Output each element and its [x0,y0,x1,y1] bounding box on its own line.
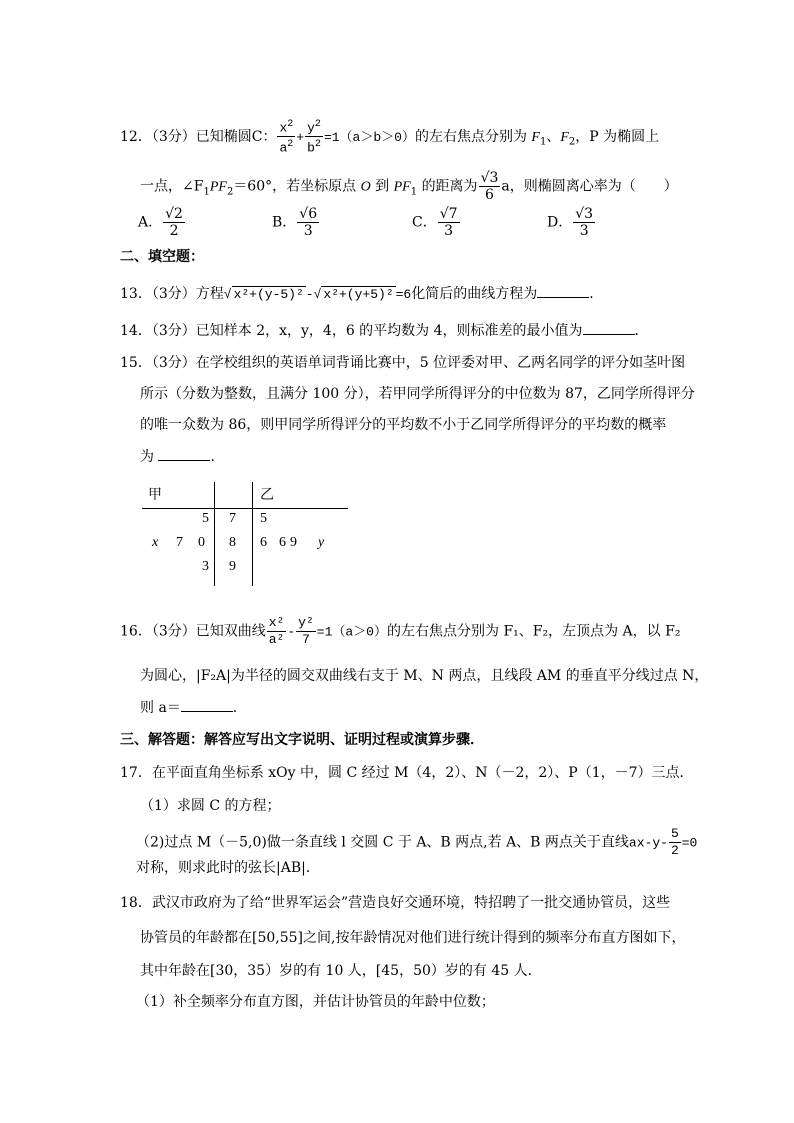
q16-text: 的左右焦点分别为 F₁、F₂，左顶点为 A，以 F₂ [387,623,681,640]
var-O: O [360,179,371,195]
q18-line1 [120,893,670,913]
q17-part2-end: 对称，则求此时的弦长|AB|． [136,860,320,876]
question-number: 13． [120,286,152,302]
q12-text: a，则椭圆离心率为（ ） [501,178,678,195]
option-c[interactable]: C． $\frac{√7}{3}$ [412,206,458,239]
question-number: 16． [120,623,152,640]
leaf-left-x: x [152,535,159,550]
var-PF1: PF [393,179,411,195]
q17-part1: （1）求圆 C 的方程； [140,798,281,814]
var-P: ，P [575,128,599,145]
q17-line1 [120,763,694,783]
q17-text: （2)过点 M（－5,0)做一条直线 l 交圆 C 于 A、B 两点,若 A、B 两点关于直线 [136,834,629,851]
leaf-left: 7 [176,535,183,550]
q12-line2: 一点，$\angle F_1PF_2=60^\circ$，若坐标原点 O 到 $PF_1$ 的距离为 $\frac{√3}{6}$ a，则椭圆离心率为（ ） [140,170,678,203]
var-F1: F [531,129,540,145]
q18-line3: 其中年龄在[30，35）岁的有 10 人，[45，50）岁的有 45 人． [140,963,542,979]
question-score: （3分） [151,623,196,640]
stem-value: 9 [229,559,236,574]
q15-text: 在学校组织的英语单词背诵比赛中，5 位评委对甲、乙两名同学的评分如茎叶图 [195,355,686,371]
q18-text: 武汉市政府为了给“世界军运会”营造良好交通环境，特招聘了一批交通协管员，这些 [151,895,671,911]
option-b[interactable]: B． $\frac{√6}{3}$ [272,206,318,239]
q17-part2: （2)过点 M（－5,0)做一条直线 l 交圆 C 于 A、B 两点,若 A、B 两点关于直线ax-y- $\frac{5}{2}$ =0 [136,826,698,858]
angle-text: 一点，∠F [140,178,204,195]
q14-text: 已知样本 2，x，y，4，6 的平均数为 4，则标准差的最小值为 [195,323,583,339]
sqrt-expression-1: √ x²+(y-5)² [223,287,304,302]
header-jia: 甲 [148,488,162,503]
q12-text-end: 为椭圆上 [603,128,660,145]
q18-part1: （1）补全频率分布直方图，并估计协管员的年龄中位数； [136,994,495,1010]
question-number: 17． [120,765,152,781]
q16-text: 已知双曲线 [195,623,266,640]
fraction-5-2: $\frac{5}{2}$ [670,826,679,858]
question-score: （3分） [151,128,196,145]
q16-line1: 16．（3分）已知双曲线 $\frac{\text{x²}}{\text{a²}}$ - $\frac{\text{y²}}{7}$ =1（a＞0）的左右焦点分别为 F₁、F₂，左顶点为 A，以 F₂ [120,615,681,647]
q13-text: 化简后的曲线方程为 [411,286,538,302]
leaf-right: 6 [260,535,267,550]
divider [252,482,253,586]
sep: 、 [546,128,561,145]
stem-value: 7 [229,511,236,526]
question-number: 18． [120,895,152,911]
q14-line: 14．（3分）已知样本 2，x，y，4，6 的平均数为 4，则标准差的最小值为 ． [120,320,649,341]
question-number: 14． [120,323,152,339]
q16-line3: 则 a＝ ． [120,697,247,718]
divider [142,508,348,509]
sqrt-expression-2: √ x²+(y+5)² [313,287,394,302]
q12-text: 的距离为 [421,178,478,195]
leaf-right-y: y [318,535,325,550]
fraction-y2-7: $\frac{\text{y²}}{7}$ [298,615,314,647]
leaf-right: 9 [290,535,297,550]
q13-text: 方程 [195,286,224,302]
question-number: 15． [120,355,152,371]
section-title-solutions: 三、解答题：解答应写出文字说明、证明过程或演算步骤． [120,732,484,748]
section-title-fill-blank: 二、填空题： [120,249,204,265]
stem-value: 8 [229,535,236,550]
q15-text: 为 [140,449,159,465]
q15-line3: 的唯一众数为 86，则甲同学所得评分的平均数不小于乙同学所得评分的平均数的概率 [140,417,667,433]
q18-line2: 协管员的年龄都在[50,55]之间,按年龄情况对他们进行统计得到的频率分布直方图如下， [140,930,686,946]
leaf-right: 5 [260,511,267,526]
leaf-right: 6 [279,535,286,550]
answer-blank[interactable] [583,320,635,335]
leaf-left: 0 [198,535,205,550]
q15-line2: 所示（分数为整数，且满分 100 分），若甲同学所得评分的中位数为 87，乙同学所得评分 [140,386,695,402]
header-yi: 乙 [260,488,274,503]
option-a[interactable]: A． $\frac{√2}{2}$ [138,206,183,239]
option-d[interactable]: D． $\frac{√3}{3}$ [547,206,594,239]
leaf-left: 3 [202,559,209,574]
question-score: （3分） [151,323,196,339]
equation-condition: =1（a＞b＞0） [323,129,415,145]
q12-line1: 12．（3分）已知椭圆C： $\frac{x^2}{a^2}$ + $\frac{y^2}{b^2}$ =1（a＞b＞0）的左右焦点分别为 $F_1$、$F_2$，P 为椭圆上 [120,119,660,156]
q12-text: ＝60°，若坐标原点 [233,178,357,195]
leaf-left: 5 [202,511,209,526]
stem-leaf-diagram [140,478,350,586]
fraction-y2-b2: $\frac{y^2}{b^2}$ [307,119,321,156]
q13-line: 13．（3分）方程√ x²+(y-5)² -√ x²+(y+5)² =6化简后的曲线方程为 ． [120,283,603,305]
q15-line4: 为 ． [120,446,224,467]
q16-text: 则 a＝ [140,700,181,716]
q16-line2: 为圆心，|F₂A|为半径的圆交双曲线右支于 M、N 两点，且线段 AM 的垂直平分线过点 N， [140,668,709,684]
var-PF: PF [209,179,227,195]
answer-blank[interactable] [181,697,233,712]
question-score: （3分） [151,286,196,302]
answer-blank[interactable] [537,283,589,298]
fraction-x2-a2: $\frac{x^2}{a^2}$ [279,119,294,156]
fraction-x2-a2: $\frac{\text{x²}}{\text{a²}}$ [268,615,285,647]
q12-text: 到 [375,178,390,195]
fraction-sqrt3-6: $\frac{√3}{6}$ [480,170,499,203]
question-score: （3分） [151,355,196,371]
var-F2: F [560,129,569,145]
q12-text: 的左右焦点分别为 [414,128,527,145]
q12-intro: 已知椭圆C： [195,128,277,145]
q17-text: 在平面直角坐标系 xOy 中，圆 C 经过 M（4，2）、N（－2，2）、P（1，－7）三点． [151,765,694,781]
divider [214,482,215,586]
q15-line1 [120,353,685,373]
answer-blank[interactable] [158,446,210,461]
question-number: 12． [120,128,152,145]
